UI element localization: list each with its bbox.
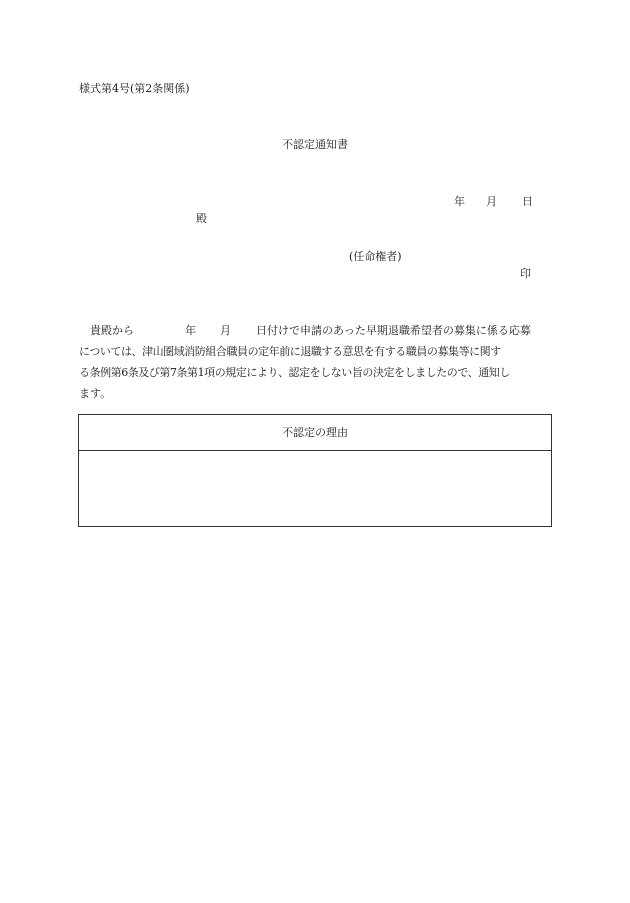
- body-line-1-month: 月: [220, 324, 231, 337]
- date-month-label: 月: [486, 195, 497, 208]
- appointing-authority-label: (任命権者): [349, 250, 402, 263]
- document-title: 不認定通知書: [282, 138, 348, 151]
- reason-table: [78, 414, 552, 527]
- body-line-3-text: る条例第6条及び第7条第1項の規定により、認定をしない旨の決定をしましたので、通知し: [79, 366, 510, 379]
- seal-mark: 印: [520, 267, 531, 280]
- reason-content-cell: [79, 451, 551, 527]
- body-line-2-text: については、津山圏域消防組合職員の定年前に退職する意思を有する職員の募集等に関す: [79, 345, 501, 358]
- body-line-3: [79, 362, 554, 383]
- body-line-1-rest: 日付けで申請のあった早期退職希望者の募集に係る応募: [256, 324, 531, 337]
- body-line-1: [79, 320, 554, 341]
- date-year-label: 年: [454, 195, 465, 208]
- body-line-2: [79, 341, 554, 362]
- reason-header: 不認定の理由: [79, 415, 551, 451]
- notice-body: [79, 320, 554, 404]
- body-line-1-year: 年: [185, 324, 196, 337]
- form-number: 様式第4号(第2条関係): [79, 82, 190, 95]
- body-line-4: [79, 383, 554, 404]
- date-day-label: 日: [522, 195, 533, 208]
- addressee-honorific: 殿: [196, 212, 207, 225]
- body-line-4-text: ます。: [79, 387, 112, 400]
- body-line-1-lead: 貴殿から: [90, 324, 134, 337]
